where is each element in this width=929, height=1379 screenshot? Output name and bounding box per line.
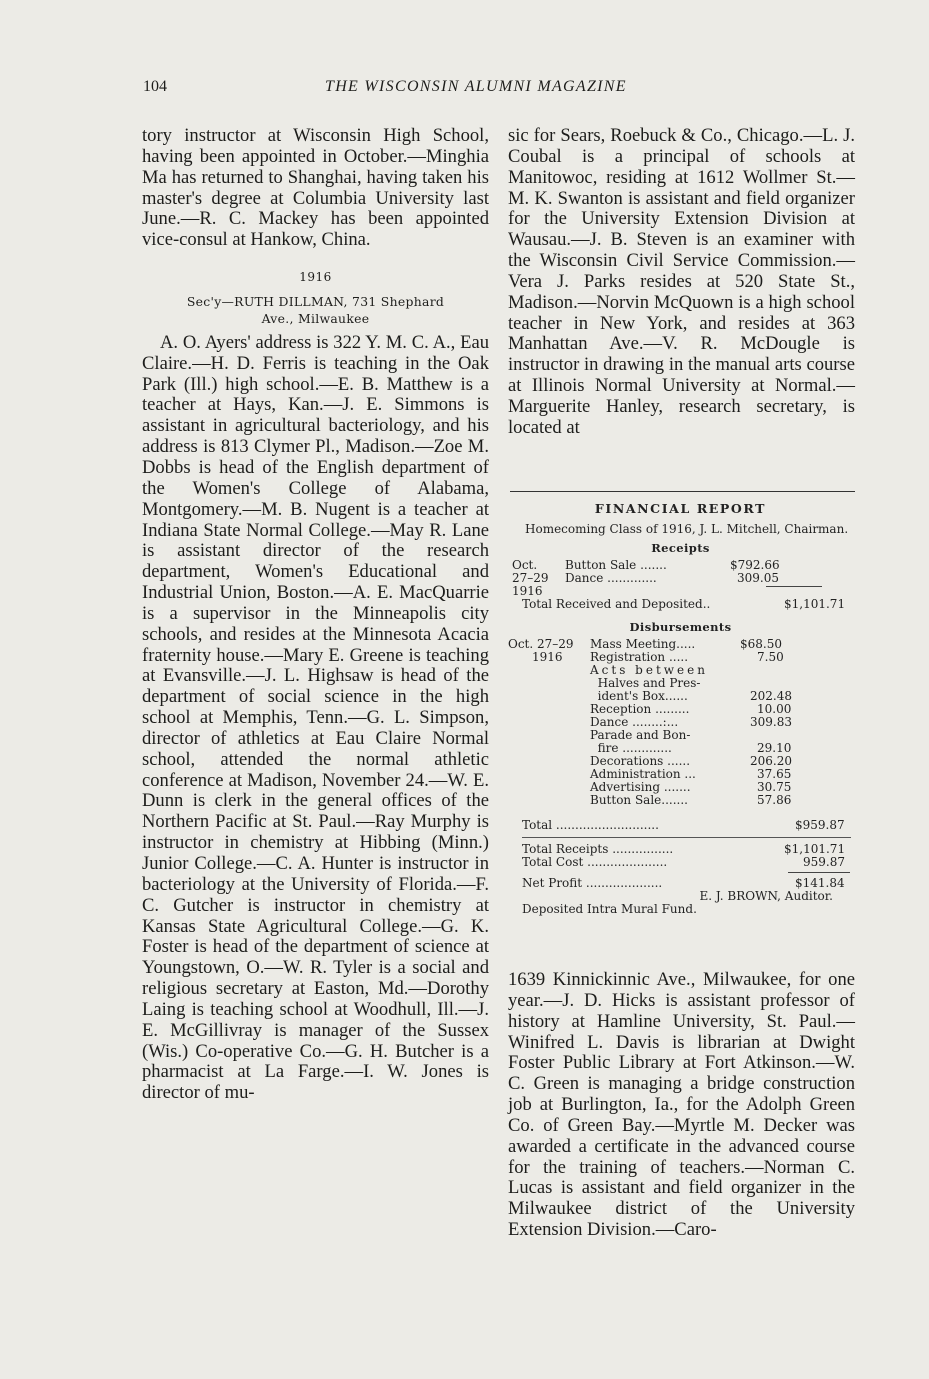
left-body-paragraph: A. O. Ayers' address is 322 Y. M. C. A., Eau Claire.—H. D. Ferris is teaching in the Oak Park (Ill.) high school.—E. B. Matthew is a teacher at Hays, Kan.—J. E. Simmons is assistant in agricultural bacteriology, and his address is 813 Clymer Pl., Madison.—Zoe M. Dobbs is head of the English department of the Women's College of Alabama, Montgomery.—M. B. Nugent is a teacher at Indiana State Normal College.—May R. Lane is assistant director of the research department, Women's Educational and Industrial Union, Boston.—A. E. MacQuarrie is a supervisor in the Minneapolis city schools, and resides at the Minnesota Acacia fraternity house.—Mary E. Greene is teaching at Evansville.—J. L. Highsaw is head of the department of social science in the high school at Memphis, Tenn.—G. L. Simpson, director of athletics at Eau Claire Normal school, attended the normal athletic conference at Madison, November 24.—W. E. Dunn is clerk in the general offices of the Northern Pacific at St. Paul.—Ray Murphy is instructor in chemistry at Hibbing (Minn.) Junior College.—C. A. Hunter is instructor in bacteriology at the University of Florida.—F. C. Gutcher is instructor in chemistry at Kansas State Agricultural College.—G. K. Foster is head of the department of science at Youngstown, O.—W. R. Tyler is a social and religious secretary at Easton, Md.—Dorothy Laing is teaching school at Woodhull, Ill.—J. E. McGillivray is manager of the Sussex (Wis.) Co-operative Co.—G. H. Butcher is a pharmacist at La Farge.—I. W. Jones is director of mu-	[142, 331, 489, 1104]
disbursement-item: Acts between	[590, 663, 708, 677]
disbursement-item: Administration ...	[590, 767, 696, 781]
disbursement-item: Decorations ......	[590, 754, 691, 768]
right-column-bottom	[508, 970, 855, 1241]
total-row	[508, 819, 853, 832]
disbursement-item: Dance ........:...	[590, 715, 679, 729]
total-amount: $959.87	[795, 818, 845, 832]
disbursement-item: Mass Meeting.....	[590, 637, 696, 651]
total-label: Total ...........................	[522, 818, 659, 832]
right-column-top	[508, 126, 855, 439]
left-intro-paragraph: tory instructor at Wisconsin High School, having been appointed in October.—Minghia Ma has returned to Shanghai, having taken his master's degree at Columbia University last June.—R. C. Mackey has been appointed vice-consul at Hankow, China.	[142, 125, 489, 251]
receipt-date: Oct.	[512, 558, 538, 572]
disbursement-item: Reception .........	[590, 702, 690, 716]
disbursement-amount: 309.83	[750, 715, 792, 729]
class-secretary	[142, 293, 489, 327]
receipts-sum-rule	[766, 586, 822, 587]
disbursement-item: Advertising .......	[590, 780, 691, 794]
disbursement-amount: 7.50	[757, 650, 784, 664]
receipts-heading: Receipts	[651, 541, 710, 555]
disbursement-year: 1916	[532, 650, 563, 664]
disbursement-item: fire .............	[590, 741, 672, 755]
disbursements-heading: Disbursements	[629, 620, 732, 634]
disbursement-item: Halves and Pres-	[590, 676, 701, 690]
report-subtitle: Homecoming Class of 1916, J. L. Mitchell, Chairman.	[525, 522, 849, 536]
total-cost-label: Total Cost .....................	[522, 855, 668, 869]
net-profit-row	[508, 877, 853, 890]
disbursements-table	[508, 638, 853, 807]
net-profit-label: Net Profit ....................	[522, 876, 663, 890]
disbursement-item: Button Sale.......	[590, 793, 688, 807]
disbursement-amount: 37.65	[757, 767, 792, 781]
total-receipts-label: Total Receipts ................	[522, 842, 674, 856]
total-receipts-amount: $1,101.71	[784, 842, 846, 856]
disbursement-item: ident's Box......	[590, 689, 688, 703]
right-top-paragraph: sic for Sears, Roebuck & Co., Chicago.—L. J. Coubal is a principal of schools at Manitowoc, residing at 1612 Wollmer St.—M. K. Swanton is assistant and field organizer for the University Extension Division at Wausau.—J. B. Steven is an examiner with the Wisconsin Civil Service Commission.—Vera J. Parks resides at 520 State St., Madison.—Norvin McQuown is a high school teacher in New York, and resides at 363 Manhattan Ave.—V. R. McDougle is instructor in drawing in the manual arts course at Illinois Normal University at Normal.—Marguerite Hanley, research secretary, is located at	[508, 125, 855, 438]
disbursement-row	[508, 794, 853, 807]
disbursement-amount: 57.86	[757, 793, 792, 807]
receipt-item: Dance .............	[565, 571, 657, 585]
financial-report	[508, 491, 853, 916]
report-title: FINANCIAL REPORT	[594, 501, 767, 516]
disbursement-date: Oct. 27–29	[508, 637, 574, 651]
running-header	[0, 78, 929, 102]
disbursement-row	[508, 703, 853, 716]
receipts-table	[508, 559, 853, 585]
deposit-note: Deposited Intra Mural Fund.	[522, 902, 697, 916]
page-number: 104	[143, 78, 167, 95]
disbursement-amount: 30.75	[757, 780, 792, 794]
disbursement-amount: 29.10	[757, 741, 792, 755]
net-profit-amount: $141.84	[795, 876, 845, 890]
disbursement-item: Registration .....	[590, 650, 689, 664]
total-received-label: Total Received and Deposited..	[522, 597, 711, 611]
receipt-row	[508, 572, 853, 585]
secretary-line-1: Sec'y—RUTH DILLMAN, 731 Shephard	[186, 293, 445, 309]
auditor-signature: E. J. BROWN, Auditor.	[699, 889, 833, 903]
right-bottom-paragraph: 1639 Kinnickinnic Ave., Milwaukee, for one year.—J. D. Hicks is assistant professor of history at Hamline University, St. Paul.—Winifred L. Davis is librarian at Dwight Foster Public Library at Fort Atkinson.—W. C. Green is managing a bridge construction job at Burlington, Ia., for the Adolph Green Co. of Green Bay.—Myrtle M. Decker was awarded a certificate in the advanced course for the training of teachers.—Norman C. Lucas is assistant and field organizer in the Milwaukee district of the University Extension Division.—Caro-	[508, 969, 855, 1241]
total-received-row	[508, 598, 853, 611]
disbursement-row	[508, 729, 853, 742]
total-cost-row	[508, 856, 853, 869]
left-column	[142, 126, 489, 1104]
net-sum-rule	[788, 872, 850, 873]
secretary-line-2: Ave., Milwaukee	[261, 310, 370, 326]
receipt-date: 27–29	[512, 571, 549, 585]
class-year-heading: 1916	[299, 270, 332, 285]
total-cost-amount: 959.87	[803, 855, 845, 869]
disbursement-item: Parade and Bon-	[590, 728, 691, 742]
deposit-note-row	[508, 903, 853, 916]
disbursement-amount: 10.00	[757, 702, 792, 716]
disbursement-amount: 206.20	[750, 754, 792, 768]
report-top-rule	[510, 491, 855, 492]
disbursement-amount: $68.50	[740, 637, 782, 651]
receipt-row	[508, 559, 853, 572]
receipt-amount: $792.66	[730, 558, 780, 572]
magazine-title: THE WISCONSIN ALUMNI MAGAZINE	[325, 78, 627, 95]
receipt-amount: 309.05	[737, 571, 779, 585]
receipt-item: Button Sale .......	[565, 558, 667, 572]
total-received-amount: $1,101.71	[784, 597, 846, 611]
disbursement-amount: 202.48	[750, 689, 792, 703]
receipts-year: 1916	[512, 584, 543, 598]
